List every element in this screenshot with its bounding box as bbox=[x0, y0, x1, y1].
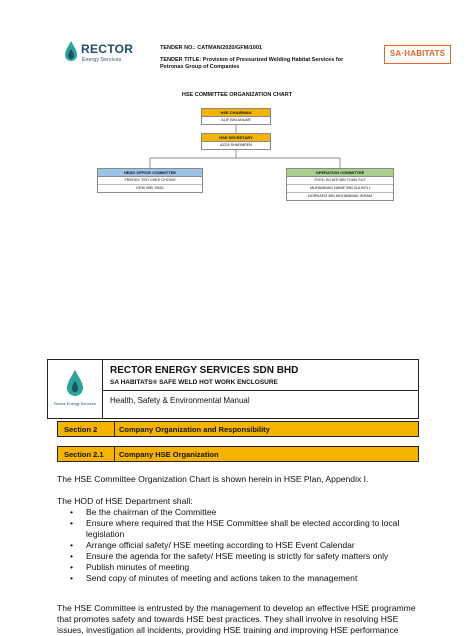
tender-title-line1: TENDER TITLE: Provision of Pressurized Welding Habitat Services for bbox=[160, 57, 344, 63]
head-office-member: FREDDY TSO CHEE CHONG bbox=[98, 177, 202, 185]
closing-paragraph-line2: that promotes safety and towards HSE best practices. They shall involve in resolving HSE bbox=[57, 614, 399, 624]
manual-title: Health, Safety & Environmental Manual bbox=[110, 396, 250, 405]
hse-chairman-box bbox=[201, 108, 271, 125]
sa-habitats-logo: SA·HABITATS bbox=[384, 45, 451, 64]
operation-member: SYED SUJATI BIN TUAN SUT bbox=[287, 177, 393, 185]
head-office-committee-box bbox=[97, 168, 203, 193]
section-title: Company Organization and Responsibility bbox=[119, 425, 270, 434]
rector-logo-name: RECTOR bbox=[81, 42, 134, 56]
list-item: • Ensure where required that the HSE Committee shall be elected according to local legislation bbox=[70, 518, 431, 540]
operation-committee-heading: OPERATION COMMITTEE bbox=[287, 169, 393, 177]
manual-company-name: RECTOR ENERGY SERVICES SDN BHD bbox=[110, 365, 299, 376]
intro-paragraph: The HSE Committee Organization Chart is shown herein in HSE Plan, Appendix I. bbox=[57, 474, 369, 484]
list-item: • Publish minutes of meeting bbox=[70, 562, 430, 573]
section-separator bbox=[114, 447, 115, 461]
operation-member: MUHAMMAD HANIF BIN ZULKIFLI bbox=[287, 185, 393, 193]
hse-secretary-heading: HSE SECRETARY bbox=[202, 134, 270, 142]
closing-paragraph-line1: The HSE Committee is entrusted by the management to develop an effective HSE programme bbox=[57, 603, 416, 613]
hse-secretary-member: AZZA SHARMEEN bbox=[219, 143, 253, 147]
rector-small-logo-icon bbox=[48, 360, 102, 418]
tender-number: TENDER NO.: CATMAN/2020/GFM/1001 bbox=[160, 45, 262, 51]
manual-logo-caption: Rector Energy Services bbox=[53, 401, 96, 406]
section-number: Section 2 bbox=[64, 425, 98, 434]
hse-secretary-box bbox=[201, 133, 271, 150]
hse-chairman-member: ALIF BIN ANUAR bbox=[221, 118, 251, 122]
manual-logo-cell bbox=[48, 360, 103, 418]
org-chart-title: HSE COMMITTEE ORGANIZATION CHART bbox=[181, 92, 293, 98]
operation-member: NORHAFIZ BIN MOHAMMAD IKRAM bbox=[308, 194, 372, 198]
hod-duties-list bbox=[70, 507, 430, 584]
section-number: Section 2.1 bbox=[64, 450, 104, 459]
list-item: • Ensure the agenda for the safety/ HSE meeting is strictly for safety matters only bbox=[70, 551, 430, 562]
section-2-1-bar bbox=[57, 446, 419, 462]
list-item: • Send copy of minutes of meeting and actions taken to the management bbox=[70, 573, 430, 584]
hod-intro: The HOD of HSE Department shall: bbox=[57, 496, 193, 506]
head-office-member: KEW WEI SING bbox=[136, 186, 164, 190]
section-title: Company HSE Organization bbox=[119, 450, 219, 459]
list-item: • Be the chairman of the Committee bbox=[70, 507, 430, 518]
section-separator bbox=[114, 422, 115, 436]
manual-product-name: SA HABITATS® SAFE WELD HOT WORK ENCLOSURE bbox=[110, 379, 278, 386]
hse-chairman-heading: HSE CHAIRMAN bbox=[202, 109, 270, 117]
manual-header-table bbox=[47, 359, 419, 419]
head-office-heading: HEAD OFFICE COMMITTEE bbox=[98, 169, 202, 177]
rector-logo-sub: Energy Services bbox=[82, 57, 122, 63]
manual-header-divider bbox=[102, 390, 418, 391]
list-item: • Arrange official safety/ HSE meeting according to HSE Event Calendar bbox=[70, 540, 430, 551]
operation-committee-box bbox=[286, 168, 394, 201]
section-2-bar bbox=[57, 421, 419, 437]
closing-paragraph-line3: issues, investigation all incidents, providing HSE training and improving HSE performance bbox=[57, 625, 399, 635]
tender-title-line2: Petronas Group of Companies bbox=[160, 64, 240, 70]
